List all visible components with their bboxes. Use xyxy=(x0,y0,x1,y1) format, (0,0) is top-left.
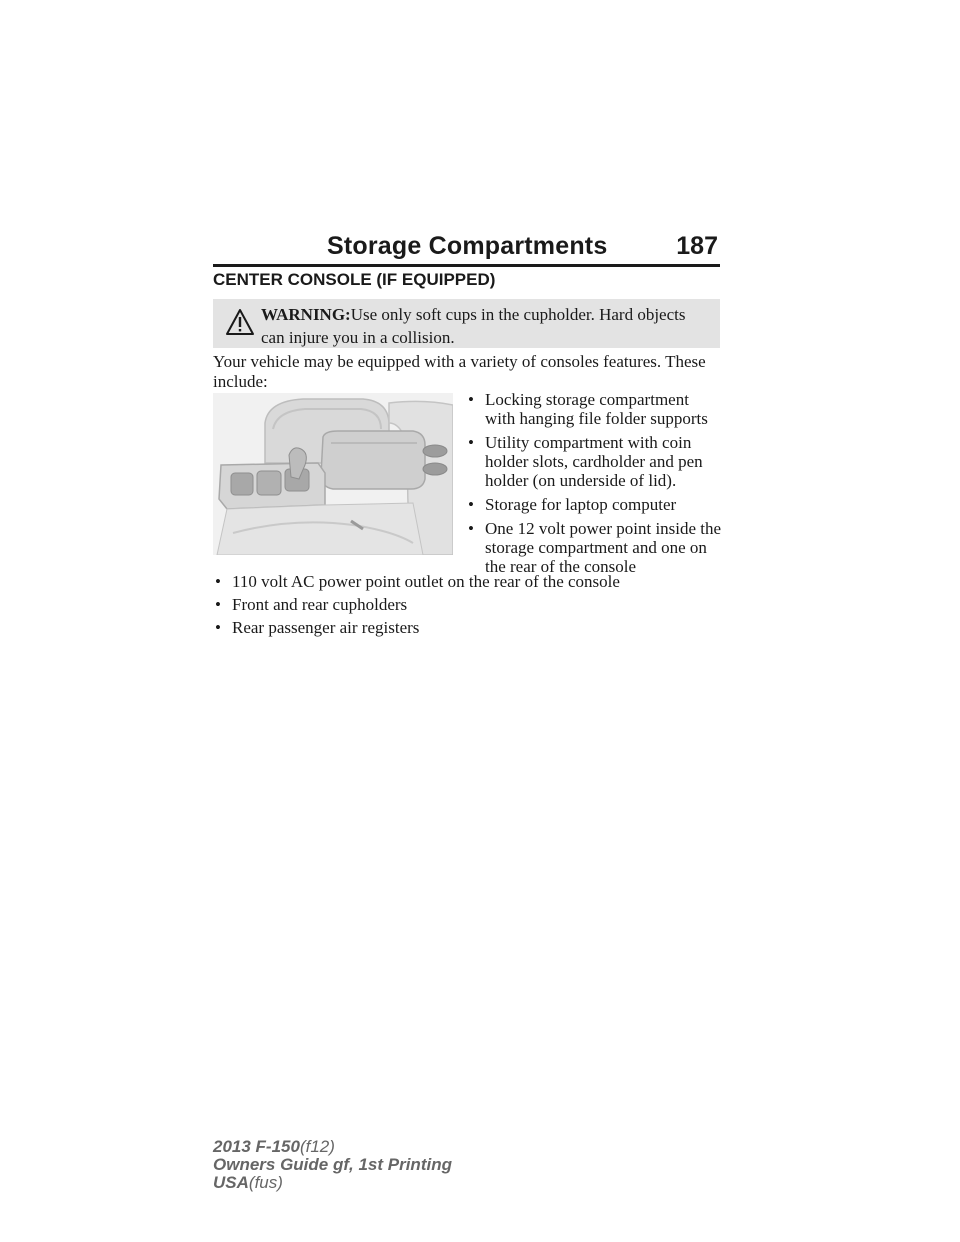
center-console-illustration xyxy=(213,393,453,555)
list-item xyxy=(213,595,720,614)
bullet-icon: • xyxy=(468,433,474,452)
list-item-text: Storage for laptop computer xyxy=(485,495,677,514)
list-item-text: Rear passenger air registers xyxy=(232,618,420,637)
list-item xyxy=(466,495,722,514)
warning-box xyxy=(213,299,720,348)
list-item-text: Utility compartment with coin holder slots, cardholder and pen holder (on underside of lid). xyxy=(485,433,703,490)
intro-paragraph: Your vehicle may be equipped with a variety of consoles features. These include: xyxy=(213,352,706,391)
footer-line-1 xyxy=(213,1138,452,1156)
footer-model: 2013 F-150 xyxy=(213,1137,300,1156)
header-divider xyxy=(213,264,720,267)
bullet-icon: • xyxy=(468,390,474,409)
bullet-icon: • xyxy=(215,618,221,637)
footer-edition: Owners Guide gf, 1st Printing xyxy=(213,1155,452,1174)
bullet-icon: • xyxy=(468,519,474,538)
bullet-icon: • xyxy=(215,595,221,614)
bullet-icon: • xyxy=(215,572,221,591)
warning-triangle-icon xyxy=(225,308,255,336)
list-item-text: Locking storage compartment with hanging file folder supports xyxy=(485,390,708,428)
section-heading: CENTER CONSOLE (IF EQUIPPED) xyxy=(213,270,496,289)
page-title: Storage Compartments xyxy=(327,232,608,260)
footer-line-3 xyxy=(213,1174,452,1192)
bullet-icon: • xyxy=(468,495,474,514)
list-item xyxy=(466,433,722,490)
list-item xyxy=(213,572,720,591)
document-footer xyxy=(213,1138,452,1192)
footer-line-2 xyxy=(213,1156,452,1174)
page-number: 187 xyxy=(676,232,718,260)
list-item-text: One 12 volt power point inside the storage compartment and one on the rear of the console xyxy=(485,519,722,576)
warning-text xyxy=(261,303,711,349)
list-item xyxy=(213,618,720,637)
footer-model-code: (f12) xyxy=(299,1137,335,1156)
warning-message: Use only soft cups in the cupholder. Hard objects can injure you in a collision. xyxy=(261,305,686,347)
warning-label: WARNING: xyxy=(261,305,351,324)
list-item-text: Front and rear cupholders xyxy=(232,595,408,614)
footer-market: USA xyxy=(213,1173,249,1192)
footer-market-code: (fus) xyxy=(248,1173,283,1192)
list-item xyxy=(466,390,722,428)
list-item-text: 110 volt AC power point outlet on the rear of the console xyxy=(232,572,620,591)
console-features-list xyxy=(466,390,722,581)
console-features-list-continued xyxy=(213,572,720,641)
list-item xyxy=(466,519,722,576)
